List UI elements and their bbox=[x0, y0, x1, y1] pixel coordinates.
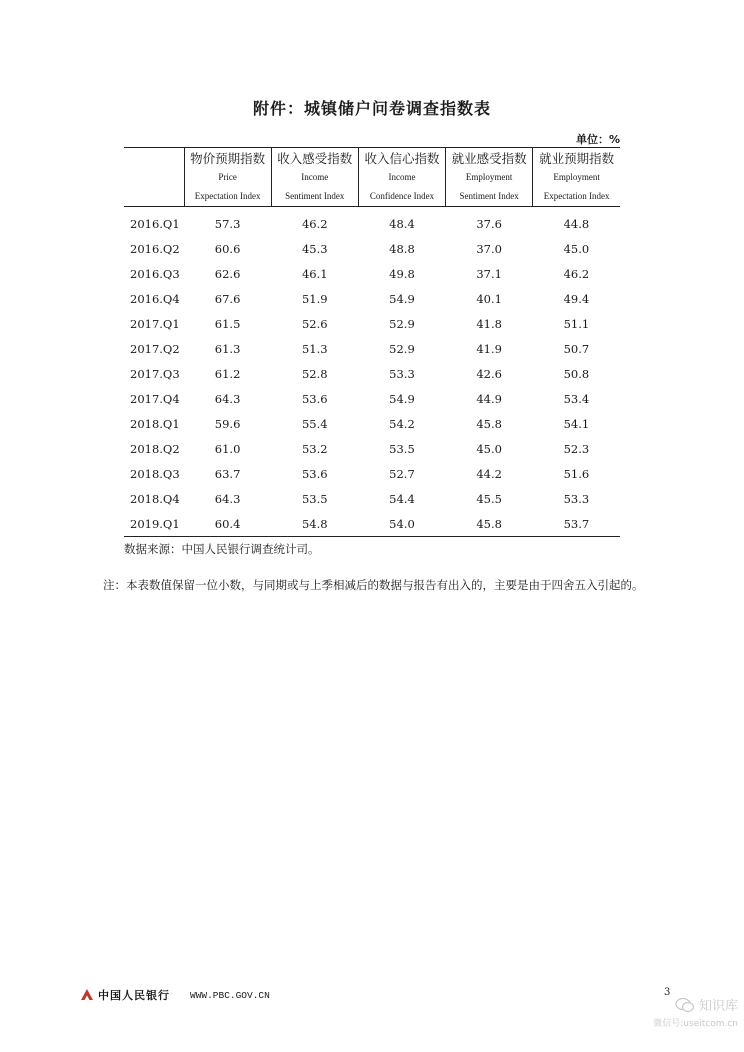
value-cell: 49.8 bbox=[389, 266, 415, 281]
pbc-logo-icon bbox=[80, 988, 94, 1002]
value-cell: 53.5 bbox=[301, 491, 328, 506]
value-cell: 52.7 bbox=[389, 466, 415, 481]
quarter-cell: 2018.Q2 bbox=[130, 441, 180, 456]
header-en: Price bbox=[218, 172, 237, 182]
value-cell: 52.9 bbox=[389, 341, 415, 356]
quarter-cell: 2016.Q4 bbox=[130, 291, 180, 306]
table-row bbox=[124, 511, 620, 537]
value-cell: 57.3 bbox=[214, 216, 241, 231]
header-zh: 收入信心指数 bbox=[364, 151, 440, 166]
header-en: Expectation Index bbox=[194, 191, 261, 201]
value-cell: 61.0 bbox=[214, 441, 241, 456]
table-row bbox=[124, 261, 620, 286]
value-cell: 49.4 bbox=[563, 291, 590, 306]
header-zh: 就业感受指数 bbox=[451, 151, 527, 166]
value-cell: 53.3 bbox=[563, 491, 590, 506]
value-cell: 46.1 bbox=[301, 266, 328, 281]
value-cell: 53.6 bbox=[301, 391, 328, 406]
table-row bbox=[124, 486, 620, 511]
header-cell bbox=[271, 148, 358, 207]
page-number: 3 bbox=[664, 987, 671, 998]
quarter-cell: 2016.Q1 bbox=[130, 216, 180, 231]
value-cell: 50.7 bbox=[563, 341, 590, 356]
survey-index-table bbox=[124, 147, 620, 537]
header-zh: 就业预期指数 bbox=[539, 151, 615, 166]
value-cell: 55.4 bbox=[301, 416, 328, 431]
quarter-cell: 2018.Q3 bbox=[130, 466, 180, 481]
page-title: 附件：城镇储户问卷调查指数表 bbox=[252, 99, 491, 118]
value-cell: 61.5 bbox=[214, 316, 241, 331]
value-cell: 67.6 bbox=[214, 291, 241, 306]
value-cell: 53.3 bbox=[389, 366, 415, 381]
value-cell: 51.9 bbox=[301, 291, 328, 306]
value-cell: 53.4 bbox=[563, 391, 590, 406]
value-cell: 52.3 bbox=[563, 441, 590, 456]
bank-name: 中国人民银行 bbox=[98, 989, 170, 1002]
value-cell: 60.6 bbox=[214, 241, 241, 256]
value-cell: 48.8 bbox=[389, 241, 415, 256]
value-cell: 45.0 bbox=[563, 241, 590, 256]
value-cell: 59.6 bbox=[214, 416, 241, 431]
value-cell: 41.9 bbox=[476, 341, 502, 356]
value-cell: 37.0 bbox=[476, 241, 502, 256]
header-en: Expectation Index bbox=[543, 191, 610, 201]
header-en: Sentiment Index bbox=[285, 191, 345, 201]
value-cell: 64.3 bbox=[214, 391, 241, 406]
quarter-cell: 2019.Q1 bbox=[124, 511, 184, 537]
value-cell: 51.3 bbox=[301, 341, 328, 356]
value-cell: 53.7 bbox=[533, 511, 620, 537]
quarter-cell: 2017.Q2 bbox=[130, 341, 180, 356]
table-row bbox=[124, 207, 620, 237]
header-blank-cell bbox=[124, 148, 184, 207]
value-cell: 60.4 bbox=[184, 511, 271, 537]
value-cell: 37.6 bbox=[476, 216, 502, 231]
value-cell: 42.6 bbox=[476, 366, 502, 381]
value-cell: 46.2 bbox=[301, 216, 328, 231]
header-en: Employment bbox=[553, 172, 600, 182]
value-cell: 53.6 bbox=[301, 466, 328, 481]
value-cell: 41.8 bbox=[476, 316, 502, 331]
value-cell: 48.4 bbox=[389, 216, 415, 231]
page-footer bbox=[80, 987, 270, 1003]
value-cell: 46.2 bbox=[563, 266, 590, 281]
watermark-id: 微信号:useitcom.cn bbox=[653, 1019, 738, 1029]
data-source-note: 数据来源：中国人民银行调查统计司。 bbox=[124, 542, 320, 556]
header-cell bbox=[533, 148, 620, 207]
value-cell: 51.1 bbox=[563, 316, 590, 331]
value-cell: 54.0 bbox=[358, 511, 445, 537]
table-header-row bbox=[124, 148, 620, 207]
quarter-cell: 2017.Q1 bbox=[130, 316, 180, 331]
quarter-cell: 2018.Q1 bbox=[130, 416, 180, 431]
table-row bbox=[124, 411, 620, 436]
value-cell: 54.9 bbox=[389, 291, 415, 306]
value-cell: 45.3 bbox=[301, 241, 328, 256]
header-cell bbox=[446, 148, 533, 207]
website-link[interactable]: WWW.PBC.GOV.CN bbox=[190, 989, 270, 1001]
quarter-cell: 2016.Q2 bbox=[130, 241, 180, 256]
table-row bbox=[124, 361, 620, 386]
value-cell: 61.3 bbox=[214, 341, 241, 356]
value-cell: 52.8 bbox=[301, 366, 328, 381]
quarter-cell: 2017.Q4 bbox=[130, 391, 180, 406]
header-en: Employment bbox=[465, 172, 513, 182]
header-zh: 物价预期指数 bbox=[190, 151, 266, 166]
value-cell: 45.0 bbox=[476, 441, 502, 456]
value-cell: 40.1 bbox=[476, 291, 502, 306]
table-row bbox=[124, 461, 620, 486]
value-cell: 54.2 bbox=[389, 416, 415, 431]
wechat-icon bbox=[675, 997, 695, 1013]
table-row bbox=[124, 436, 620, 461]
value-cell: 44.8 bbox=[563, 216, 590, 231]
quarter-cell: 2016.Q3 bbox=[130, 266, 180, 281]
value-cell: 61.2 bbox=[214, 366, 241, 381]
value-cell: 54.1 bbox=[563, 416, 590, 431]
table-row bbox=[124, 311, 620, 336]
header-cell bbox=[358, 148, 445, 207]
value-cell: 62.6 bbox=[214, 266, 241, 281]
watermark bbox=[630, 995, 738, 1029]
value-cell: 45.8 bbox=[476, 416, 502, 431]
value-cell: 53.2 bbox=[301, 441, 328, 456]
value-cell: 63.7 bbox=[214, 466, 241, 481]
value-cell: 44.2 bbox=[476, 466, 502, 481]
rounding-note: 注：本表数值保留一位小数，与同期或与上季相减后的数据与报告有出入的，主要是由于四舍五入引起的。 bbox=[103, 578, 644, 592]
header-en: Income bbox=[301, 172, 329, 182]
quarter-cell: 2017.Q3 bbox=[130, 366, 180, 381]
header-en: Income bbox=[388, 172, 416, 182]
value-cell: 44.9 bbox=[476, 391, 502, 406]
value-cell: 51.6 bbox=[563, 466, 590, 481]
table-row bbox=[124, 286, 620, 311]
watermark-name: 知识库 bbox=[698, 999, 738, 1014]
value-cell: 50.8 bbox=[563, 366, 590, 381]
table-row bbox=[124, 336, 620, 361]
value-cell: 54.4 bbox=[389, 491, 415, 506]
header-en: Sentiment Index bbox=[459, 191, 519, 201]
unit-label: 单位：% bbox=[575, 133, 620, 146]
value-cell: 64.3 bbox=[214, 491, 241, 506]
header-en: Confidence Index bbox=[369, 191, 435, 201]
header-zh: 收入感受指数 bbox=[277, 151, 353, 166]
value-cell: 52.9 bbox=[389, 316, 415, 331]
table-row bbox=[124, 236, 620, 261]
table-row bbox=[124, 386, 620, 411]
value-cell: 54.9 bbox=[389, 391, 415, 406]
quarter-cell: 2018.Q4 bbox=[130, 491, 180, 506]
value-cell: 54.8 bbox=[271, 511, 358, 537]
value-cell: 45.5 bbox=[476, 491, 502, 506]
value-cell: 53.5 bbox=[389, 441, 415, 456]
header-cell bbox=[184, 148, 271, 207]
value-cell: 37.1 bbox=[476, 266, 502, 281]
value-cell: 45.8 bbox=[446, 511, 533, 537]
value-cell: 52.6 bbox=[301, 316, 328, 331]
